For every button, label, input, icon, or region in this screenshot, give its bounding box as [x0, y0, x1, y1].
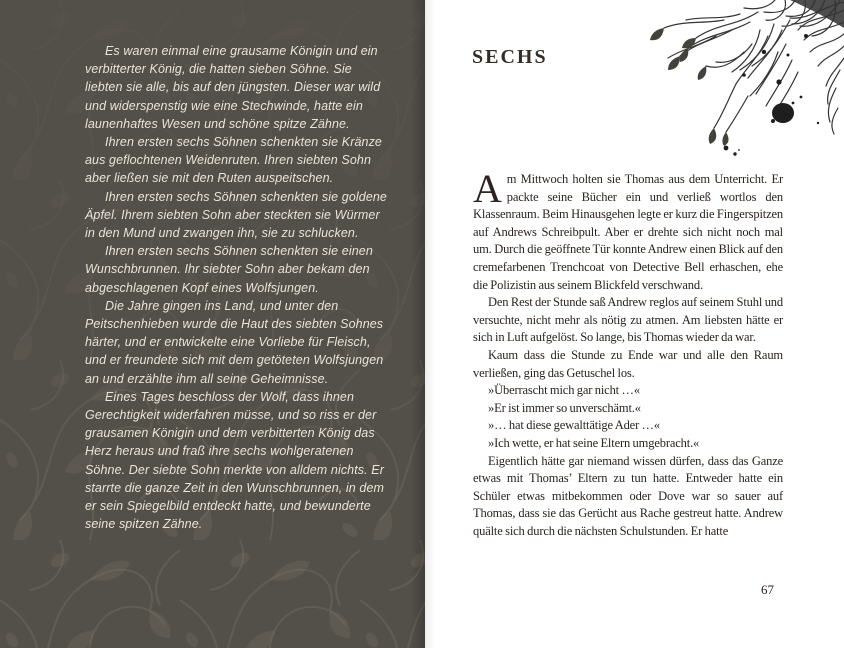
story-paragraph: Eines Tages beschloss der Wolf, dass ihnen Gerechtigkeit widerfahren müsse, und so riss er der grausamen Königin und dem verbitterten König das Herz heraus und fraß ihre sechs wohlgeratenen Söhne. Der siebte Sohn merkte von alldem nichts. Er starrte die ganze Zeit in den Wunschbrunnen, in dem er sein Spiegelbild entdeckt hatte, und bewunderte seine spitzen Zähne.: [85, 389, 385, 532]
body-paragraph: Den Rest der Stunde saß Andrew reglos auf seinem Stuhl und versuchte, nicht mehr als nötig zu atmen. Am liebsten hätte er sich in Luft aufgelöst. So lange, bis Thomas wieder da war.: [473, 295, 783, 345]
story-paragraph: Ihren ersten sechs Söhnen schenkten sie goldene Äpfel. Ihrem siebten Sohn aber steckten sie Würmer in den Mund und zwangen ihn, sie zu schlucken.: [85, 189, 387, 241]
story-paragraph: Die Jahre gingen ins Land, und unter den Peitschenhieben wurde die Haut des siebten Sohnes härter, und er entwickelte eine Vorliebe für Fleisch, und er freundete sich mit dem getöteten Wolfsjungen an und erzählte ihm all seine Geheimnisse.: [85, 298, 384, 386]
page-number: 67: [761, 582, 774, 597]
body-paragraph: »Er ist immer so unverschämt.«: [488, 400, 641, 415]
chapter-title: SECHS: [472, 46, 548, 68]
drop-cap-letter: A: [473, 166, 502, 211]
ink-branches-illustration: [640, 0, 844, 170]
story-paragraph: Ihren ersten sechs Söhnen schenkten sie Kränze aus geflochtenen Weidenruten. Ihren siebten Sohn aber ließen sie mit den Ruten auspeitschen.: [85, 135, 382, 186]
body-paragraph: Am Mittwoch holten sie Thomas aus dem Unterricht. Er packte seine Bücher ein und verließ wortlos den Klassenraum. Beim Hinausgehen legte er kurz die Fingerspitzen auf Andrews Schreibpult. Aber er drehte sich nicht noch mal um. Durch die geöffnete Tür konnte Andrew einen Blick auf den cremefarbenen Trenchcoat von Detective Bell erhaschen, ehe die Polizistin aus seinem Blickfeld verschwand.: [473, 166, 783, 292]
story-paragraph: Es waren einmal eine grausame Königin und ein verbitterter König, die hatten sieben Söhne. Sie liebten sie alle, bis auf den jüngsten. Dieser war wild und widerspenstig wie eine Stechwinde, hatte ein launenhaftes Wesen und schöne spitze Zähne.: [85, 44, 381, 131]
left-page-text: [85, 42, 388, 533]
body-paragraph: »Ich wette, er hat seine Eltern umgebracht.«: [488, 435, 700, 450]
body-paragraph: »… hat diese gewalttätige Ader …«: [488, 418, 661, 433]
body-paragraph: Eigentlich hätte gar niemand wissen dürfen, dass das Ganze etwas mit Thomas’ Eltern zu tun hatte. Entweder hatte ein Schüler etwas mitbekommen oder Dove war so sauer auf Thomas, dass sie das Gerücht aus Rache gestreut hatte. Andrew quälte sich durch die nächsten Schulstunden. Er hatte: [473, 453, 783, 538]
right-page-text: [473, 166, 783, 540]
body-paragraph: Kaum dass die Stunde zu Ende war und alle den Raum verließen, ging das Getuschel los.: [473, 347, 783, 380]
body-paragraph: »Überrascht mich gar nicht …«: [488, 383, 640, 398]
right-page: [425, 0, 844, 648]
story-paragraph: Ihren ersten sechs Söhnen schenkten sie einen Wunschbrunnen. Ihr siebter Sohn aber bekam den abgeschlagenen Kopf eines Wolfsjungen.: [85, 244, 373, 295]
